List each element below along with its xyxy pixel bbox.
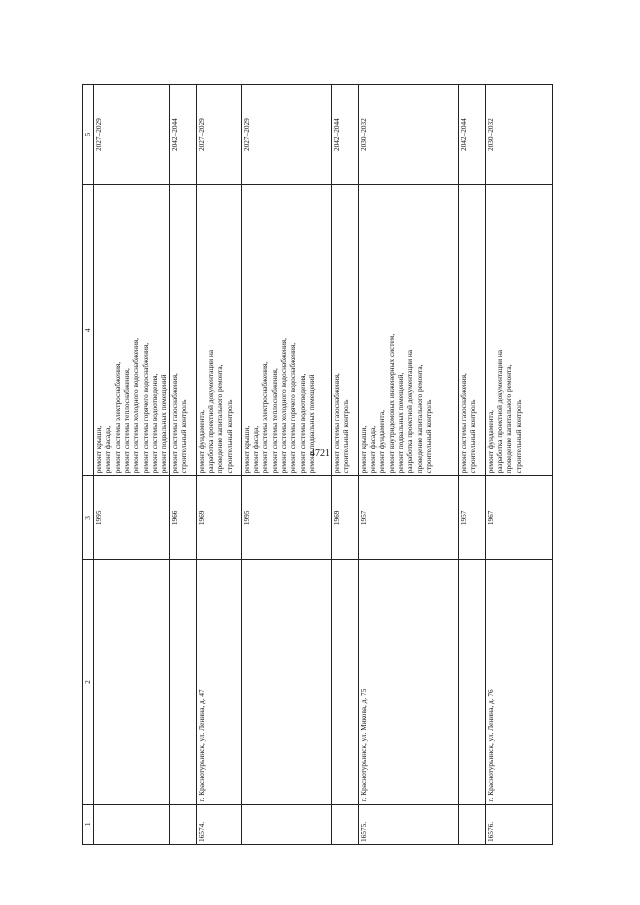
work-item: ремонт подвальных помещений, (395, 372, 405, 474)
work-item: ремонт системы горячего водоснабжения, (288, 342, 298, 474)
work-item: разработка проектной документации на (205, 349, 215, 474)
work-item: ремонт системы электроснабжения, (112, 361, 122, 474)
row-year: 1957 (458, 476, 485, 560)
row-number (458, 804, 485, 844)
work-item: строительный контроль (423, 399, 433, 474)
table-row (458, 84, 485, 844)
row-period: 2042–2044 (458, 84, 485, 184)
work-item: проведение капитального ремонта, (504, 364, 514, 474)
work-item: ремонт системы водоотведения, (149, 373, 159, 474)
work-item: ремонт системы теплоснабжения, (269, 368, 279, 474)
work-item: ремонт подвальных помещений (306, 374, 316, 474)
header-cell-5: 5 (83, 84, 94, 184)
row-year: 1995 (241, 476, 331, 560)
work-item: ремонт фундамента, (485, 410, 495, 474)
work-item: строительный контроль (224, 399, 234, 474)
row-address (458, 560, 485, 804)
row-number (94, 804, 170, 844)
row-period: 2027–2029 (94, 84, 170, 184)
work-item: ремонт системы газоснабжения, (458, 373, 468, 474)
row-works (485, 185, 552, 476)
row-period: 2042–2044 (169, 84, 196, 184)
work-item: ремонт подвальных помещений (159, 374, 169, 474)
work-item: разработка проектной документации на (405, 349, 415, 474)
row-works (196, 185, 241, 476)
work-item: ремонт крыши, (94, 425, 103, 474)
table-row (485, 84, 552, 844)
row-year: 1966 (169, 476, 196, 560)
row-number: 16576. (485, 804, 552, 844)
row-period: 2027–2029 (196, 84, 241, 184)
work-item: ремонт фундамента, (196, 410, 206, 474)
header-row (83, 84, 94, 844)
work-item: ремонт системы холодного водоснабжения, (278, 338, 288, 474)
row-address (241, 560, 331, 804)
work-item: строительный контроль (513, 399, 523, 474)
register-table (82, 84, 553, 845)
row-year: 1957 (358, 476, 458, 560)
work-item: ремонт системы водоотведения, (297, 373, 307, 474)
work-item: ремонт внутридомовых инженерных систем, (386, 333, 396, 474)
work-item: ремонт крыши, (241, 425, 251, 474)
row-works (331, 185, 358, 476)
work-item: ремонт фундамента, (377, 410, 387, 474)
row-period: 2030–2032 (358, 84, 458, 184)
row-period: 2042–2044 (331, 84, 358, 184)
work-item: ремонт фасада, (250, 425, 260, 474)
row-number: 16575. (358, 804, 458, 844)
table-row (196, 84, 241, 844)
row-number: 16574. (196, 804, 241, 844)
work-item: строительный контроль (178, 399, 188, 474)
work-item: проведение капитального ремонта, (414, 364, 424, 474)
row-year: 1995 (94, 476, 170, 560)
row-number (169, 804, 196, 844)
row-works (458, 185, 485, 476)
row-number (241, 804, 331, 844)
row-period: 2027–2029 (241, 84, 331, 184)
work-item: ремонт системы теплоснабжения, (121, 368, 131, 474)
row-address (94, 560, 170, 804)
work-item: ремонт фасада, (367, 425, 377, 474)
row-works (241, 185, 331, 476)
table-row (241, 84, 331, 844)
row-year: 1967 (485, 476, 552, 560)
table-row (169, 84, 196, 844)
work-item: разработка проектной документации на (494, 349, 504, 474)
work-item: ремонт системы холодного водоснабжения, (131, 338, 141, 474)
row-address (331, 560, 358, 804)
table-row (94, 84, 170, 844)
work-item: ремонт крыши, (358, 425, 368, 474)
header-cell-2: 2 (83, 560, 94, 804)
row-works (358, 185, 458, 476)
row-works (94, 185, 170, 476)
table-row (358, 84, 458, 844)
work-item: строительный контроль (467, 399, 477, 474)
header-cell-4: 4 (83, 185, 94, 476)
row-year: 1969 (331, 476, 358, 560)
work-item: ремонт системы газоснабжения, (169, 373, 179, 474)
row-address (169, 560, 196, 804)
row-year: 1969 (196, 476, 241, 560)
row-period: 2030–2032 (485, 84, 552, 184)
row-address: г. Краснотурьинск, ул. Ленина, д. 76 (485, 560, 552, 804)
page-number: 4721 (310, 448, 330, 459)
table-row (331, 84, 358, 844)
work-item: ремонт системы газоснабжения, (331, 373, 341, 474)
work-item: строительный контроль (340, 399, 350, 474)
row-address: г. Краснотурьинск, ул. Микова, д. 75 (358, 560, 458, 804)
row-works (169, 185, 196, 476)
row-number (331, 804, 358, 844)
header-cell-3: 3 (83, 476, 94, 560)
work-item: проведение капитального ремонта, (215, 364, 225, 474)
rotated-table-wrapper (82, 85, 542, 845)
header-cell-1: 1 (83, 804, 94, 844)
row-address: г. Краснотурьинск, ул. Ленина, д. 47 (196, 560, 241, 804)
work-item: ремонт системы горячего водоснабжения, (140, 342, 150, 474)
work-item: ремонт системы электроснабжения, (260, 361, 270, 474)
work-item: ремонт фасада, (103, 425, 113, 474)
